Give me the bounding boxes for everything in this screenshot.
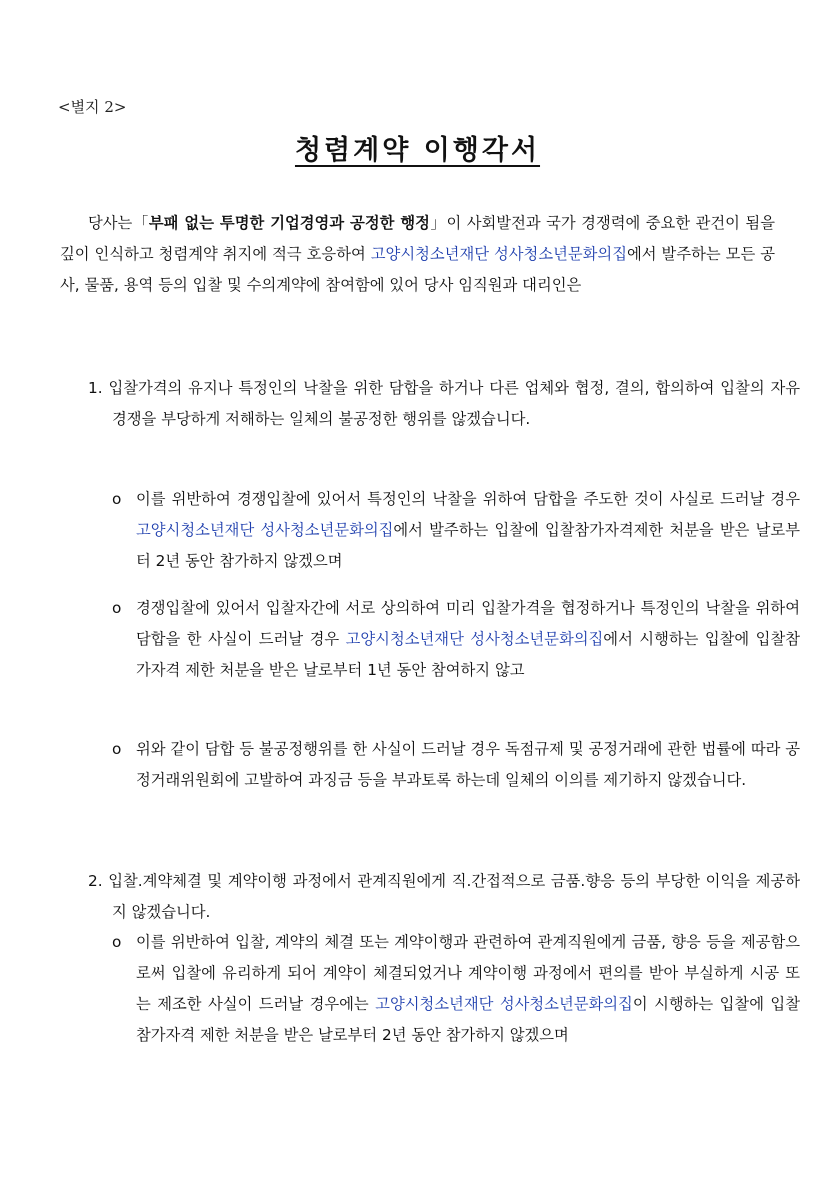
bullet-text-before: 이를 위반하여 경쟁입찰에 있어서 특정인의 낙찰을 위하여 담합을 주도한 것이 사실로 드러날 경우: [136, 490, 800, 508]
intro-text-before: 당사는: [88, 214, 133, 232]
bullet-text-after: 에서 발주하는 입찰에 입찰참가자격제한 처분을 받은 날로부터 2년 동안 참가하지 않겠으며: [136, 521, 800, 570]
pledge-1-bullet-3: [112, 734, 800, 796]
bullet-text-before: 이를 위반하여 입찰, 계약의 체결 또는 계약이행과 관련하여 관계직원에게 금품, 향응 등을 제공함으로써 입찰에 유리하게 되어 계약이 체결되었거나 계약이행 과정에서 편의를 받아 부실하게 시공 또는 제조한 사실이 드러날 경우에는: [136, 933, 800, 1013]
pledge-item-1: 1. 입찰가격의 유지나 특정인의 낙찰을 위한 담합을 하거나 다른 업체와 협정, 결의, 합의하여 입찰의 자유경쟁을 부당하게 저해하는 일체의 불공정한 행위를 않겠습니다.: [88, 379, 800, 428]
intro-paragraph: [60, 208, 775, 301]
pledge-2-bullet-1: [112, 927, 800, 1051]
intro-text-after: 에서 발주하는 모든 공사, 물품, 용역 등의 입찰 및 수의계약에 참여함에 있어 당사 임직원과 대리인은: [60, 245, 775, 294]
org-name-highlight: 고양시청소년재단 성사청소년문화의집: [136, 521, 394, 539]
bullet-mark: o: [112, 740, 122, 758]
pledge-1-bullet-2: [112, 593, 800, 686]
intro-bold-phrase: 부패 없는 투명한 기업경영과 공정한 행정: [148, 214, 430, 232]
org-name-highlight: 고양시청소년재단 성사청소년문화의집: [345, 630, 604, 648]
pledge-1-bullet-1: [112, 484, 800, 577]
document-title-text: 청렴계약 이행각서: [294, 135, 541, 166]
org-name-highlight: 고양시청소년재단 성사청소년문화의집: [375, 995, 633, 1013]
document-title: [0, 128, 835, 167]
org-name-highlight: 고양시청소년재단 성사청소년문화의집: [370, 245, 627, 263]
quote-close: 」: [429, 214, 447, 232]
bullet-mark: o: [112, 933, 122, 951]
bullet-mark: o: [112, 599, 122, 617]
pledge-item-2: 2. 입찰.계약체결 및 계약이행 과정에서 관계직원에게 직.간접적으로 금품.향응 등의 부당한 이익을 제공하지 않겠습니다.: [88, 872, 800, 921]
bullet-text: 위와 같이 담합 등 불공정행위를 한 사실이 드러날 경우 독점규제 및 공정거래에 관한 법률에 따라 공정거래위원회에 고발하여 과징금 등을 부과토록 하는데 일체의 이의를 제기하지 않겠습니다.: [136, 740, 801, 789]
bullet-mark: o: [112, 490, 122, 508]
bullet-text-after: 에서 시행하는 입찰에 입찰참가자격 제한 처분을 받은 날로부터 1년 동안 참여하지 않고: [136, 630, 800, 679]
bullet-text-before: 경쟁입찰에 있어서 입찰자간에 서로 상의하여 미리 입찰가격을 협정하거나 특정인의 낙찰을 위하여 담합을 한 사실이 드러날 경우: [136, 599, 800, 648]
intro-text-middle: 이 사회발전과 국가 경쟁력에 중요한 관건이 됨을 깊이 인식하고 청렴계약 취지에 적극 호응하여: [60, 214, 775, 263]
attachment-label: <별지 2>: [58, 98, 127, 116]
bullet-text-after: 이 시행하는 입찰에 입찰참가자격 제한 처분을 받은 날로부터 2년 동안 참가하지 않겠으며: [136, 995, 800, 1044]
quote-open: 「: [132, 214, 149, 232]
